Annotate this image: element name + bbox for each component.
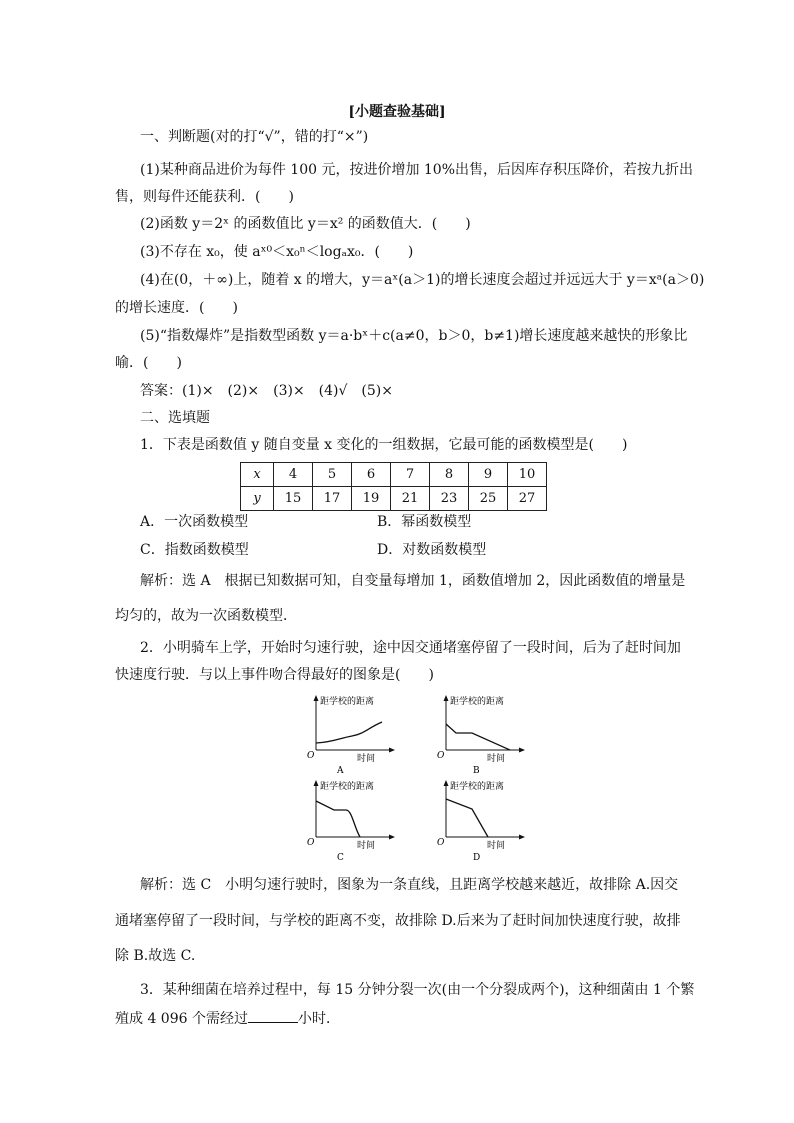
table-header-y: y xyxy=(241,487,274,511)
curve xyxy=(316,801,360,837)
y-axis-arrow xyxy=(314,695,319,701)
graph-d xyxy=(430,777,530,867)
graph-xlabel: 时间 xyxy=(487,841,506,851)
graph-caption: A xyxy=(337,766,344,776)
option-c: C．指数函数模型 xyxy=(140,542,249,558)
judge-q3: (3)不存在 x₀，使 aˣ⁰＜x₀ⁿ＜logₐx₀．( ) xyxy=(140,244,414,260)
option-a: A．一次函数模型 xyxy=(140,514,249,530)
graph-c-svg xyxy=(300,777,400,863)
table-cell: 23 xyxy=(430,487,469,511)
graph-ylabel: 距学校的距离 xyxy=(320,697,375,707)
table-cell: 7 xyxy=(391,463,430,487)
curve xyxy=(316,722,382,743)
y-axis-arrow xyxy=(444,695,449,701)
table-cell: 25 xyxy=(469,487,508,511)
q2-analysis-line2: 通堵塞停留了一段时间，与学校的距离不变，故排除 D.后来为了赶时间加快速度行驶，故排 xyxy=(115,913,681,929)
table-cell: 15 xyxy=(274,487,313,511)
graph-ylabel: 距学校的距离 xyxy=(320,782,375,792)
table-cell: 17 xyxy=(313,487,352,511)
choice-q2-stem-line1: 2．小明骑车上学，开始时匀速行驶，途中因交通堵塞停留了一段时间，后为了赶时间加 xyxy=(140,640,681,656)
option-b: B．幂函数模型 xyxy=(377,514,472,530)
part1-heading: 一、判断题(对的打“√”，错的打“×”) xyxy=(140,129,369,145)
graph-b-svg xyxy=(430,692,530,778)
graph-b xyxy=(430,692,530,782)
table-cell: 10 xyxy=(508,463,547,487)
fill-q3-prefix: 殖成 4 096 个需经过 xyxy=(115,1011,248,1027)
judge-q4-line2: 的增长速度．( ) xyxy=(115,300,238,316)
y-axis-arrow xyxy=(444,780,449,786)
graph-xlabel: 时间 xyxy=(487,754,506,764)
graph-caption: B xyxy=(473,766,480,776)
judge-q1-line2: 售，则每件还能获利．( ) xyxy=(115,189,294,205)
curve xyxy=(446,724,510,750)
x-axis-arrow xyxy=(519,748,525,753)
section-title: [小题查验基础] xyxy=(348,104,446,120)
graph-caption: D xyxy=(473,853,481,863)
graph-ylabel: 距学校的距离 xyxy=(450,697,505,707)
part2-heading: 二、选填题 xyxy=(140,410,210,426)
choice-q1-stem: 1．下表是函数值 y 随自变量 x 变化的一组数据，它最可能的函数模型是( ) xyxy=(140,437,628,453)
table-cell: 8 xyxy=(430,463,469,487)
x-axis-arrow xyxy=(389,748,395,753)
graph-caption: C xyxy=(337,853,344,863)
table-cell: 5 xyxy=(313,463,352,487)
option-d: D．对数函数模型 xyxy=(377,542,487,558)
graph-c xyxy=(300,777,400,867)
graph-ylabel: 距学校的距离 xyxy=(450,782,505,792)
judge-q2: (2)函数 y＝2ˣ 的函数值比 y＝x² 的函数值大．( ) xyxy=(140,216,471,232)
graph-origin: O xyxy=(437,838,445,848)
q1-analysis-line1: 解析：选 A 根据已知数据可知，自变量每增加 1，函数值增加 2，因此函数值的增量是 xyxy=(140,573,686,589)
graph-origin: O xyxy=(437,751,445,761)
graph-d-svg xyxy=(430,777,530,863)
table-cell: 9 xyxy=(469,463,508,487)
table-cell: 6 xyxy=(352,463,391,487)
judge-q1-line1: (1)某种商品进价为每件 100 元，按进价增加 10%出售，后因库存积压降价，若按九折出 xyxy=(140,162,694,178)
fill-q3-stem-line2 xyxy=(115,1008,340,1029)
fill-q3-suffix: 小时． xyxy=(297,1011,340,1027)
judge-q5-line2: 喻．( ) xyxy=(115,355,182,371)
graph-a xyxy=(300,692,400,782)
graph-a-svg xyxy=(300,692,400,778)
graph-xlabel: 时间 xyxy=(357,754,376,764)
x-axis-arrow xyxy=(519,835,525,840)
fill-q3-stem-line1: 3．某种细菌在培养过程中，每 15 分钟分裂一次(由一个分裂成两个)，这种细菌由 1 个繁 xyxy=(140,982,695,998)
q1-analysis-line2: 均匀的，故为一次函数模型． xyxy=(115,608,297,624)
graph-xlabel: 时间 xyxy=(357,841,376,851)
table-cell: 21 xyxy=(391,487,430,511)
q2-analysis-line1: 解析：选 C 小明匀速行驶时，图象为一条直线，且距离学校越来越近，故排除 A.因交 xyxy=(140,877,679,893)
table-cell: 4 xyxy=(274,463,313,487)
x-axis-arrow xyxy=(389,835,395,840)
table-header-x: x xyxy=(241,463,274,487)
table-cell: 27 xyxy=(508,487,547,511)
judge-q4-line1: (4)在(0，＋∞)上，随着 x 的增大，y＝aˣ(a＞1)的增长速度会超过并远远大于 y＝xᵃ(a＞0) xyxy=(140,272,705,288)
judge-answer: 答案：(1)× (2)× (3)× (4)√ (5)× xyxy=(140,383,393,399)
table-row xyxy=(241,487,547,511)
graph-origin: O xyxy=(307,751,315,761)
data-table xyxy=(240,462,547,511)
judge-q5-line1: (5)“指数爆炸”是指数型函数 y＝a·bˣ＋c(a≠0，b＞0，b≠1)增长速度越来越快的形象比 xyxy=(140,328,688,344)
q2-analysis-line3: 除 B.故选 C. xyxy=(115,948,196,964)
choice-q2-stem-line2: 快速度行驶．与以上事件吻合得最好的图象是( ) xyxy=(115,667,434,683)
answer-blank[interactable] xyxy=(248,1008,298,1023)
y-axis-arrow xyxy=(314,780,319,786)
table-cell: 19 xyxy=(352,487,391,511)
graph-origin: O xyxy=(307,838,315,848)
table-row xyxy=(241,463,547,487)
curve xyxy=(446,799,488,837)
